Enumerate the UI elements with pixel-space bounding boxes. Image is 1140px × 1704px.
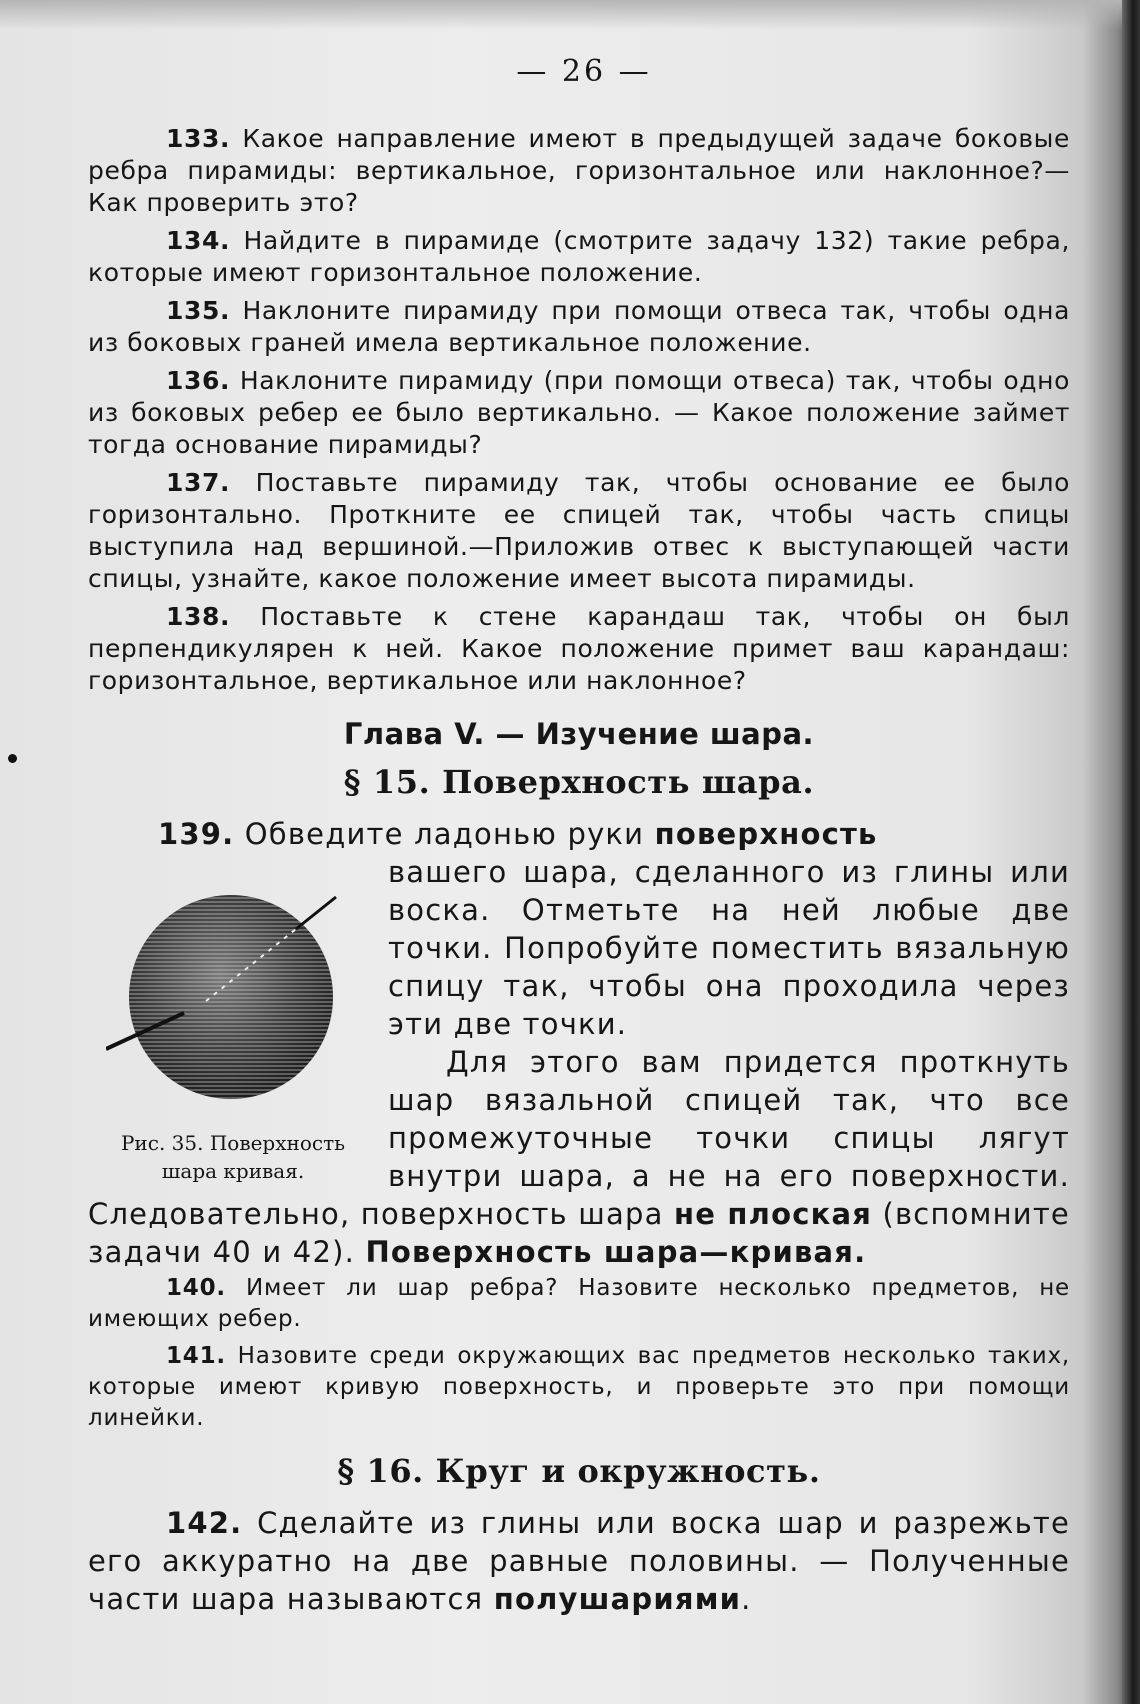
section-16-title: § 16. Круг и окружность. xyxy=(337,1452,821,1490)
problem-137 xyxy=(88,467,1070,595)
problem-text: Наклоните пирамиду при помощи отвеса так, чтобы одна из боковых граней имела вертикальное положение. xyxy=(88,296,1070,357)
problem-141 xyxy=(88,1341,1070,1434)
problem-138 xyxy=(88,601,1070,697)
figure-caption-line-1: Рис. 35. Поверхность xyxy=(120,1131,346,1155)
term-surface: поверхность xyxy=(654,817,878,851)
problem-133 xyxy=(88,123,1070,219)
problem-139-text-2: вашего шара, сделанного из глины или воска. Отметьте на ней любые две точки. Попробуйте поместить вязальную спицу так, чтобы она проходила через эти две точки. xyxy=(388,855,1070,1041)
problem-number: 138. xyxy=(166,602,231,631)
page-content xyxy=(88,54,1070,1618)
problem-136 xyxy=(88,365,1070,461)
problem-134 xyxy=(88,225,1070,289)
problem-number: 137. xyxy=(166,468,231,497)
problem-139-text-4: (вспомните задачи 40 и 42). xyxy=(88,1197,1070,1269)
problem-140 xyxy=(88,1273,1070,1335)
term-not-flat: не плоская xyxy=(673,1197,873,1231)
problem-number: 133. xyxy=(166,124,231,153)
problem-text: Наклоните пирамиду (при помощи отвеса) так, чтобы одно из боковых ребер ее было вертикально. — Какое положение займет тогда основание пирамиды? xyxy=(88,366,1070,459)
figure-caption xyxy=(88,1129,378,1185)
problem-number: 135. xyxy=(166,296,231,325)
problem-text: Какое направление имеют в предыдущей задаче боковые ребра пирамиды: вертикальное, горизонтальное или наклонное?—Как проверить это? xyxy=(88,124,1070,217)
problem-142 xyxy=(88,1504,1070,1618)
problem-135 xyxy=(88,295,1070,359)
problem-text: Назовите среди окружающих вас предметов несколько таких, которые имеют кривую поверхность, и проверьте это при помощи линейки. xyxy=(88,1343,1070,1431)
page-number: — 26 — xyxy=(516,54,652,89)
ink-speck xyxy=(8,754,17,763)
term-hemispheres: полушариями xyxy=(493,1582,742,1616)
figure-35 xyxy=(88,859,388,1185)
problem-142-text-2: . xyxy=(741,1582,752,1616)
section-15-title: § 15. Поверхность шара. xyxy=(343,763,815,801)
problem-text: Поставьте к стене карандаш так, чтобы он был перпендикулярен к ней. Какое положение примет ваш карандаш: горизонтальное, вертикальное или наклонное? xyxy=(88,602,1070,695)
problem-number: 141. xyxy=(166,1343,226,1369)
problem-text: Найдите в пирамиде (смотрите задачу 132) такие ребра, которые имеют горизонтальное положение. xyxy=(88,226,1070,287)
problem-139-text-1: Обведите ладонью руки xyxy=(234,817,655,851)
figure-caption-line-2: шара кривая. xyxy=(161,1159,305,1183)
problem-number: 142. xyxy=(166,1506,243,1540)
problem-139-block xyxy=(88,815,1070,1271)
problem-text: Поставьте пирамиду так, чтобы основание ее было горизонтально. Проткните ее спицей так, чтобы часть спицы выступила над вершиной.—Приложив отвес к выступающей части спицы, узнайте, какое положение имеет высота пирамиды. xyxy=(88,468,1070,593)
term-surface-curved: Поверхность шара—кривая. xyxy=(365,1235,867,1269)
problem-number: 136. xyxy=(166,366,231,395)
problem-number: 134. xyxy=(166,226,231,255)
problem-number: 140. xyxy=(166,1275,226,1301)
problem-139-first-line xyxy=(88,815,1070,853)
problem-139-text-3a: Для этого вам придется проткнуть шар вязальной спицей так, что все промежуточные точки спицы лягут внутри шара, а не на его поверхности. Следовательно, поверхность шара xyxy=(88,1045,1070,1231)
problem-number: 139. xyxy=(158,817,235,851)
sphere-with-needle-illustration xyxy=(106,889,346,1109)
book-binding-shadow xyxy=(1122,0,1140,1704)
problem-142-text-1: Сделайте из глины или воска шар и разрежьте его аккуратно на две равные половины. — Полученные части шара называются xyxy=(88,1506,1070,1616)
problem-text: Имеет ли шар ребра? Назовите несколько предметов, не имеющих ребер. xyxy=(88,1275,1070,1332)
chapter-title: Глава V. — Изучение шара. xyxy=(343,717,815,751)
